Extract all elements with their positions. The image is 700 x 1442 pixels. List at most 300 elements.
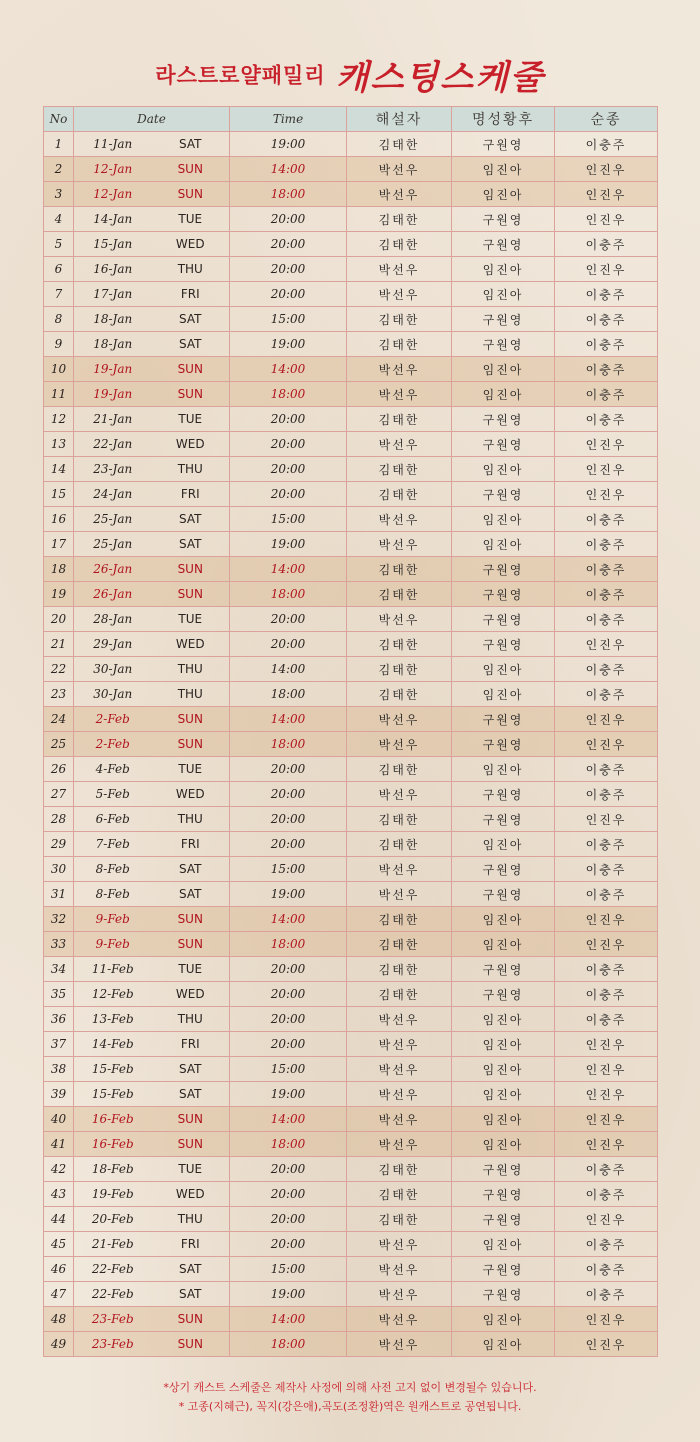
table-row <box>44 607 658 632</box>
cell-time: 20:00 <box>230 982 347 1007</box>
cell-narrator: 김태한 <box>347 907 452 932</box>
cell-empress: 구원영 <box>452 1157 555 1182</box>
table-row <box>44 1057 658 1082</box>
table-row <box>44 232 658 257</box>
cell-date: 25-Jan <box>74 507 152 532</box>
cell-time: 20:00 <box>230 282 347 307</box>
cell-date: 23-Feb <box>74 1332 152 1357</box>
table-row <box>44 382 658 407</box>
cell-time: 18:00 <box>230 382 347 407</box>
cell-day: SAT <box>152 1082 230 1107</box>
cell-sunjong: 인진우 <box>555 1132 658 1157</box>
cell-narrator: 박선우 <box>347 1082 452 1107</box>
cell-empress: 임진아 <box>452 1082 555 1107</box>
cell-date: 23-Jan <box>74 457 152 482</box>
cell-time: 18:00 <box>230 932 347 957</box>
cell-sunjong: 인진우 <box>555 907 658 932</box>
cell-no: 35 <box>44 982 74 1007</box>
cell-narrator: 김태한 <box>347 457 452 482</box>
table-row <box>44 907 658 932</box>
cell-no: 8 <box>44 307 74 332</box>
table-row <box>44 582 658 607</box>
cell-no: 45 <box>44 1232 74 1257</box>
table-row <box>44 482 658 507</box>
cell-narrator: 김태한 <box>347 832 452 857</box>
cell-narrator: 김태한 <box>347 1157 452 1182</box>
cell-day: THU <box>152 657 230 682</box>
cell-time: 20:00 <box>230 1032 347 1057</box>
cell-narrator: 박선우 <box>347 507 452 532</box>
cell-empress: 구원영 <box>452 407 555 432</box>
cell-date: 19-Jan <box>74 382 152 407</box>
cell-day: TUE <box>152 407 230 432</box>
cell-sunjong: 인진우 <box>555 1207 658 1232</box>
cell-day: SUN <box>152 382 230 407</box>
cell-empress: 구원영 <box>452 132 555 157</box>
table-row <box>44 832 658 857</box>
cell-sunjong: 이충주 <box>555 957 658 982</box>
cell-no: 37 <box>44 1032 74 1057</box>
header-time: Time <box>230 107 347 132</box>
cell-no: 27 <box>44 782 74 807</box>
cell-date: 18-Feb <box>74 1157 152 1182</box>
cell-empress: 구원영 <box>452 207 555 232</box>
cell-time: 18:00 <box>230 182 347 207</box>
footnotes <box>0 1378 700 1416</box>
cell-sunjong: 이충주 <box>555 557 658 582</box>
cell-sunjong: 인진우 <box>555 457 658 482</box>
cell-sunjong: 이충주 <box>555 657 658 682</box>
cell-sunjong: 이충주 <box>555 382 658 407</box>
cell-day: SUN <box>152 157 230 182</box>
cell-sunjong: 이충주 <box>555 332 658 357</box>
cell-empress: 임진아 <box>452 1057 555 1082</box>
cell-no: 9 <box>44 332 74 357</box>
cell-narrator: 김태한 <box>347 632 452 657</box>
cell-empress: 임진아 <box>452 157 555 182</box>
cell-day: THU <box>152 457 230 482</box>
cell-sunjong: 인진우 <box>555 482 658 507</box>
cell-sunjong: 이충주 <box>555 1157 658 1182</box>
cell-no: 3 <box>44 182 74 207</box>
cell-empress: 구원영 <box>452 482 555 507</box>
cell-no: 6 <box>44 257 74 282</box>
cell-sunjong: 이충주 <box>555 282 658 307</box>
cell-empress: 임진아 <box>452 357 555 382</box>
cell-no: 5 <box>44 232 74 257</box>
cell-narrator: 박선우 <box>347 257 452 282</box>
cell-sunjong: 이충주 <box>555 607 658 632</box>
cell-day: TUE <box>152 207 230 232</box>
cell-sunjong: 이충주 <box>555 832 658 857</box>
cell-day: FRI <box>152 482 230 507</box>
table-row <box>44 632 658 657</box>
cell-day: SUN <box>152 582 230 607</box>
cell-empress: 임진아 <box>452 1007 555 1032</box>
cell-day: TUE <box>152 607 230 632</box>
cell-empress: 구원영 <box>452 557 555 582</box>
cell-narrator: 박선우 <box>347 282 452 307</box>
cell-day: SAT <box>152 532 230 557</box>
cell-no: 17 <box>44 532 74 557</box>
cell-no: 11 <box>44 382 74 407</box>
cell-sunjong: 이충주 <box>555 782 658 807</box>
table-row <box>44 1157 658 1182</box>
table-row <box>44 1232 658 1257</box>
cell-narrator: 박선우 <box>347 1282 452 1307</box>
cell-time: 20:00 <box>230 1157 347 1182</box>
cell-empress: 구원영 <box>452 1257 555 1282</box>
table-row <box>44 1082 658 1107</box>
cell-date: 16-Jan <box>74 257 152 282</box>
cell-sunjong: 인진우 <box>555 1307 658 1332</box>
cell-narrator: 박선우 <box>347 707 452 732</box>
cell-day: TUE <box>152 957 230 982</box>
cell-date: 16-Feb <box>74 1107 152 1132</box>
cell-time: 18:00 <box>230 1332 347 1357</box>
cell-sunjong: 인진우 <box>555 732 658 757</box>
cell-time: 18:00 <box>230 582 347 607</box>
header-narrator: 해설자 <box>347 107 452 132</box>
cell-empress: 임진아 <box>452 657 555 682</box>
cell-time: 14:00 <box>230 357 347 382</box>
cell-sunjong: 인진우 <box>555 182 658 207</box>
table-row <box>44 1257 658 1282</box>
table-row <box>44 1332 658 1357</box>
table-row <box>44 957 658 982</box>
table-row <box>44 532 658 557</box>
cell-narrator: 박선우 <box>347 157 452 182</box>
cell-time: 14:00 <box>230 557 347 582</box>
cell-day: WED <box>152 232 230 257</box>
cell-empress: 구원영 <box>452 1282 555 1307</box>
table-row <box>44 857 658 882</box>
cell-day: WED <box>152 632 230 657</box>
table-row <box>44 407 658 432</box>
table-row <box>44 1207 658 1232</box>
cell-time: 18:00 <box>230 682 347 707</box>
cell-narrator: 박선우 <box>347 432 452 457</box>
cell-no: 4 <box>44 207 74 232</box>
cell-empress: 임진아 <box>452 507 555 532</box>
cell-sunjong: 인진우 <box>555 632 658 657</box>
header-empress: 명성황후 <box>452 107 555 132</box>
cell-empress: 임진아 <box>452 1307 555 1332</box>
cell-date: 17-Jan <box>74 282 152 307</box>
cell-sunjong: 인진우 <box>555 1107 658 1132</box>
cell-date: 14-Feb <box>74 1032 152 1057</box>
cell-date: 21-Jan <box>74 407 152 432</box>
cell-date: 19-Feb <box>74 1182 152 1207</box>
cell-narrator: 박선우 <box>347 782 452 807</box>
cell-time: 18:00 <box>230 1132 347 1157</box>
cell-narrator: 김태한 <box>347 582 452 607</box>
cell-date: 23-Feb <box>74 1307 152 1332</box>
cell-sunjong: 인진우 <box>555 157 658 182</box>
cell-date: 26-Jan <box>74 557 152 582</box>
cell-no: 41 <box>44 1132 74 1157</box>
cell-narrator: 김태한 <box>347 657 452 682</box>
title-show-name: 라스트로얄패밀리 <box>155 63 326 88</box>
cell-day: WED <box>152 432 230 457</box>
cell-narrator: 박선우 <box>347 382 452 407</box>
cell-sunjong: 인진우 <box>555 1332 658 1357</box>
cell-narrator: 김태한 <box>347 307 452 332</box>
cell-date: 11-Jan <box>74 132 152 157</box>
cell-date: 7-Feb <box>74 832 152 857</box>
cell-no: 43 <box>44 1182 74 1207</box>
cell-time: 20:00 <box>230 782 347 807</box>
cell-no: 2 <box>44 157 74 182</box>
cell-day: SUN <box>152 1332 230 1357</box>
table-row <box>44 1107 658 1132</box>
cell-empress: 구원영 <box>452 882 555 907</box>
cell-no: 23 <box>44 682 74 707</box>
cell-date: 19-Jan <box>74 357 152 382</box>
cell-narrator: 박선우 <box>347 607 452 632</box>
cell-date: 22-Jan <box>74 432 152 457</box>
cell-date: 12-Jan <box>74 157 152 182</box>
cell-empress: 임진아 <box>452 457 555 482</box>
cell-date: 2-Feb <box>74 707 152 732</box>
table-row <box>44 782 658 807</box>
cell-no: 16 <box>44 507 74 532</box>
cell-sunjong: 이충주 <box>555 882 658 907</box>
cell-empress: 구원영 <box>452 432 555 457</box>
cell-day: FRI <box>152 282 230 307</box>
cell-empress: 임진아 <box>452 382 555 407</box>
cell-time: 19:00 <box>230 1282 347 1307</box>
cell-day: SAT <box>152 1057 230 1082</box>
table-row <box>44 157 658 182</box>
table-row <box>44 507 658 532</box>
cell-time: 14:00 <box>230 157 347 182</box>
cell-time: 19:00 <box>230 132 347 157</box>
cell-no: 46 <box>44 1257 74 1282</box>
cell-narrator: 김태한 <box>347 1182 452 1207</box>
table-row <box>44 132 658 157</box>
table-row <box>44 307 658 332</box>
cell-no: 18 <box>44 557 74 582</box>
cell-narrator: 김태한 <box>347 757 452 782</box>
cell-no: 15 <box>44 482 74 507</box>
cell-day: SUN <box>152 932 230 957</box>
cell-time: 20:00 <box>230 607 347 632</box>
cell-no: 44 <box>44 1207 74 1232</box>
cell-narrator: 김태한 <box>347 932 452 957</box>
table-row <box>44 332 658 357</box>
cell-day: SAT <box>152 507 230 532</box>
cell-sunjong: 이충주 <box>555 982 658 1007</box>
cell-empress: 구원영 <box>452 1182 555 1207</box>
cell-date: 14-Jan <box>74 207 152 232</box>
cell-date: 8-Feb <box>74 857 152 882</box>
cell-sunjong: 이충주 <box>555 1182 658 1207</box>
cell-no: 47 <box>44 1282 74 1307</box>
cell-day: TUE <box>152 757 230 782</box>
cell-sunjong: 이충주 <box>555 407 658 432</box>
cell-day: SAT <box>152 882 230 907</box>
cell-no: 22 <box>44 657 74 682</box>
cell-day: SAT <box>152 857 230 882</box>
cell-narrator: 김태한 <box>347 1207 452 1232</box>
cell-empress: 구원영 <box>452 232 555 257</box>
table-row <box>44 982 658 1007</box>
table-row <box>44 257 658 282</box>
cell-time: 15:00 <box>230 307 347 332</box>
cell-date: 11-Feb <box>74 957 152 982</box>
cell-time: 20:00 <box>230 457 347 482</box>
cell-narrator: 박선우 <box>347 1057 452 1082</box>
cell-date: 20-Feb <box>74 1207 152 1232</box>
cell-no: 21 <box>44 632 74 657</box>
cell-date: 15-Feb <box>74 1082 152 1107</box>
cell-time: 20:00 <box>230 432 347 457</box>
cell-no: 38 <box>44 1057 74 1082</box>
cell-no: 28 <box>44 807 74 832</box>
cell-empress: 구원영 <box>452 807 555 832</box>
table-row <box>44 657 658 682</box>
cell-time: 15:00 <box>230 857 347 882</box>
cell-empress: 구원영 <box>452 957 555 982</box>
cell-no: 13 <box>44 432 74 457</box>
table-row <box>44 1182 658 1207</box>
cell-narrator: 김태한 <box>347 207 452 232</box>
cell-time: 18:00 <box>230 732 347 757</box>
cell-time: 20:00 <box>230 232 347 257</box>
casting-schedule-table <box>43 106 658 1357</box>
cell-no: 31 <box>44 882 74 907</box>
cell-empress: 구원영 <box>452 307 555 332</box>
cell-time: 20:00 <box>230 407 347 432</box>
cell-day: TUE <box>152 1157 230 1182</box>
cell-time: 15:00 <box>230 507 347 532</box>
cell-no: 10 <box>44 357 74 382</box>
cell-no: 42 <box>44 1157 74 1182</box>
cell-time: 19:00 <box>230 1082 347 1107</box>
cell-empress: 임진아 <box>452 1132 555 1157</box>
cell-time: 15:00 <box>230 1257 347 1282</box>
cell-day: SUN <box>152 707 230 732</box>
cell-date: 2-Feb <box>74 732 152 757</box>
table-row <box>44 457 658 482</box>
cell-empress: 임진아 <box>452 257 555 282</box>
cell-narrator: 박선우 <box>347 357 452 382</box>
cell-time: 20:00 <box>230 957 347 982</box>
cell-narrator: 박선우 <box>347 732 452 757</box>
footnote-change-notice: *상기 캐스트 스케줄은 제작사 사정에 의해 사전 고지 없이 변경될수 있습니다. <box>163 1381 537 1394</box>
page-title <box>0 50 700 99</box>
cell-sunjong: 인진우 <box>555 432 658 457</box>
table-row <box>44 1007 658 1032</box>
cell-sunjong: 인진우 <box>555 1057 658 1082</box>
cell-date: 22-Feb <box>74 1257 152 1282</box>
cell-narrator: 김태한 <box>347 332 452 357</box>
cell-time: 20:00 <box>230 832 347 857</box>
cell-no: 1 <box>44 132 74 157</box>
cell-empress: 구원영 <box>452 732 555 757</box>
cell-time: 14:00 <box>230 1107 347 1132</box>
cell-day: SUN <box>152 1307 230 1332</box>
schedule-rows <box>44 132 658 1357</box>
cell-narrator: 박선우 <box>347 532 452 557</box>
table-row <box>44 707 658 732</box>
table-header-row <box>44 107 658 132</box>
cell-sunjong: 인진우 <box>555 707 658 732</box>
cell-empress: 구원영 <box>452 582 555 607</box>
cell-day: SUN <box>152 732 230 757</box>
cell-no: 34 <box>44 957 74 982</box>
cell-time: 14:00 <box>230 907 347 932</box>
cell-time: 19:00 <box>230 332 347 357</box>
cell-date: 24-Jan <box>74 482 152 507</box>
table-row <box>44 682 658 707</box>
cell-no: 29 <box>44 832 74 857</box>
cell-time: 20:00 <box>230 807 347 832</box>
cell-sunjong: 이충주 <box>555 1282 658 1307</box>
footnote-single-cast: * 고종(지혜근), 꼭지(강은애),곡도(조정환)역은 원캐스트로 공연됩니다. <box>178 1400 522 1413</box>
cell-no: 19 <box>44 582 74 607</box>
cell-narrator: 김태한 <box>347 407 452 432</box>
cell-date: 9-Feb <box>74 932 152 957</box>
cell-time: 20:00 <box>230 1007 347 1032</box>
cell-date: 15-Feb <box>74 1057 152 1082</box>
cell-narrator: 박선우 <box>347 1007 452 1032</box>
cell-empress: 임진아 <box>452 1032 555 1057</box>
cell-date: 12-Feb <box>74 982 152 1007</box>
cell-sunjong: 이충주 <box>555 682 658 707</box>
cell-date: 28-Jan <box>74 607 152 632</box>
cell-day: SUN <box>152 182 230 207</box>
cell-no: 30 <box>44 857 74 882</box>
cell-time: 14:00 <box>230 657 347 682</box>
cell-narrator: 박선우 <box>347 857 452 882</box>
cell-narrator: 박선우 <box>347 1032 452 1057</box>
cell-time: 20:00 <box>230 1182 347 1207</box>
table-row <box>44 932 658 957</box>
cell-time: 20:00 <box>230 1207 347 1232</box>
table-row <box>44 357 658 382</box>
cell-day: THU <box>152 682 230 707</box>
cell-day: THU <box>152 1007 230 1032</box>
cell-sunjong: 인진우 <box>555 1082 658 1107</box>
cell-narrator: 김태한 <box>347 482 452 507</box>
cell-date: 5-Feb <box>74 782 152 807</box>
cell-time: 20:00 <box>230 207 347 232</box>
cell-sunjong: 이충주 <box>555 307 658 332</box>
cell-day: SUN <box>152 907 230 932</box>
table-row <box>44 882 658 907</box>
cell-sunjong: 인진우 <box>555 932 658 957</box>
cell-narrator: 김태한 <box>347 982 452 1007</box>
cell-empress: 구원영 <box>452 607 555 632</box>
cell-narrator: 박선우 <box>347 1307 452 1332</box>
cell-narrator: 박선우 <box>347 882 452 907</box>
cell-date: 30-Jan <box>74 682 152 707</box>
header-no: No <box>44 107 74 132</box>
cell-no: 25 <box>44 732 74 757</box>
cell-day: THU <box>152 257 230 282</box>
cell-date: 6-Feb <box>74 807 152 832</box>
cell-narrator: 김태한 <box>347 557 452 582</box>
cell-narrator: 김태한 <box>347 232 452 257</box>
cell-day: SAT <box>152 132 230 157</box>
cell-date: 30-Jan <box>74 657 152 682</box>
cell-time: 19:00 <box>230 532 347 557</box>
cell-no: 12 <box>44 407 74 432</box>
cell-sunjong: 이충주 <box>555 582 658 607</box>
cell-narrator: 박선우 <box>347 1332 452 1357</box>
